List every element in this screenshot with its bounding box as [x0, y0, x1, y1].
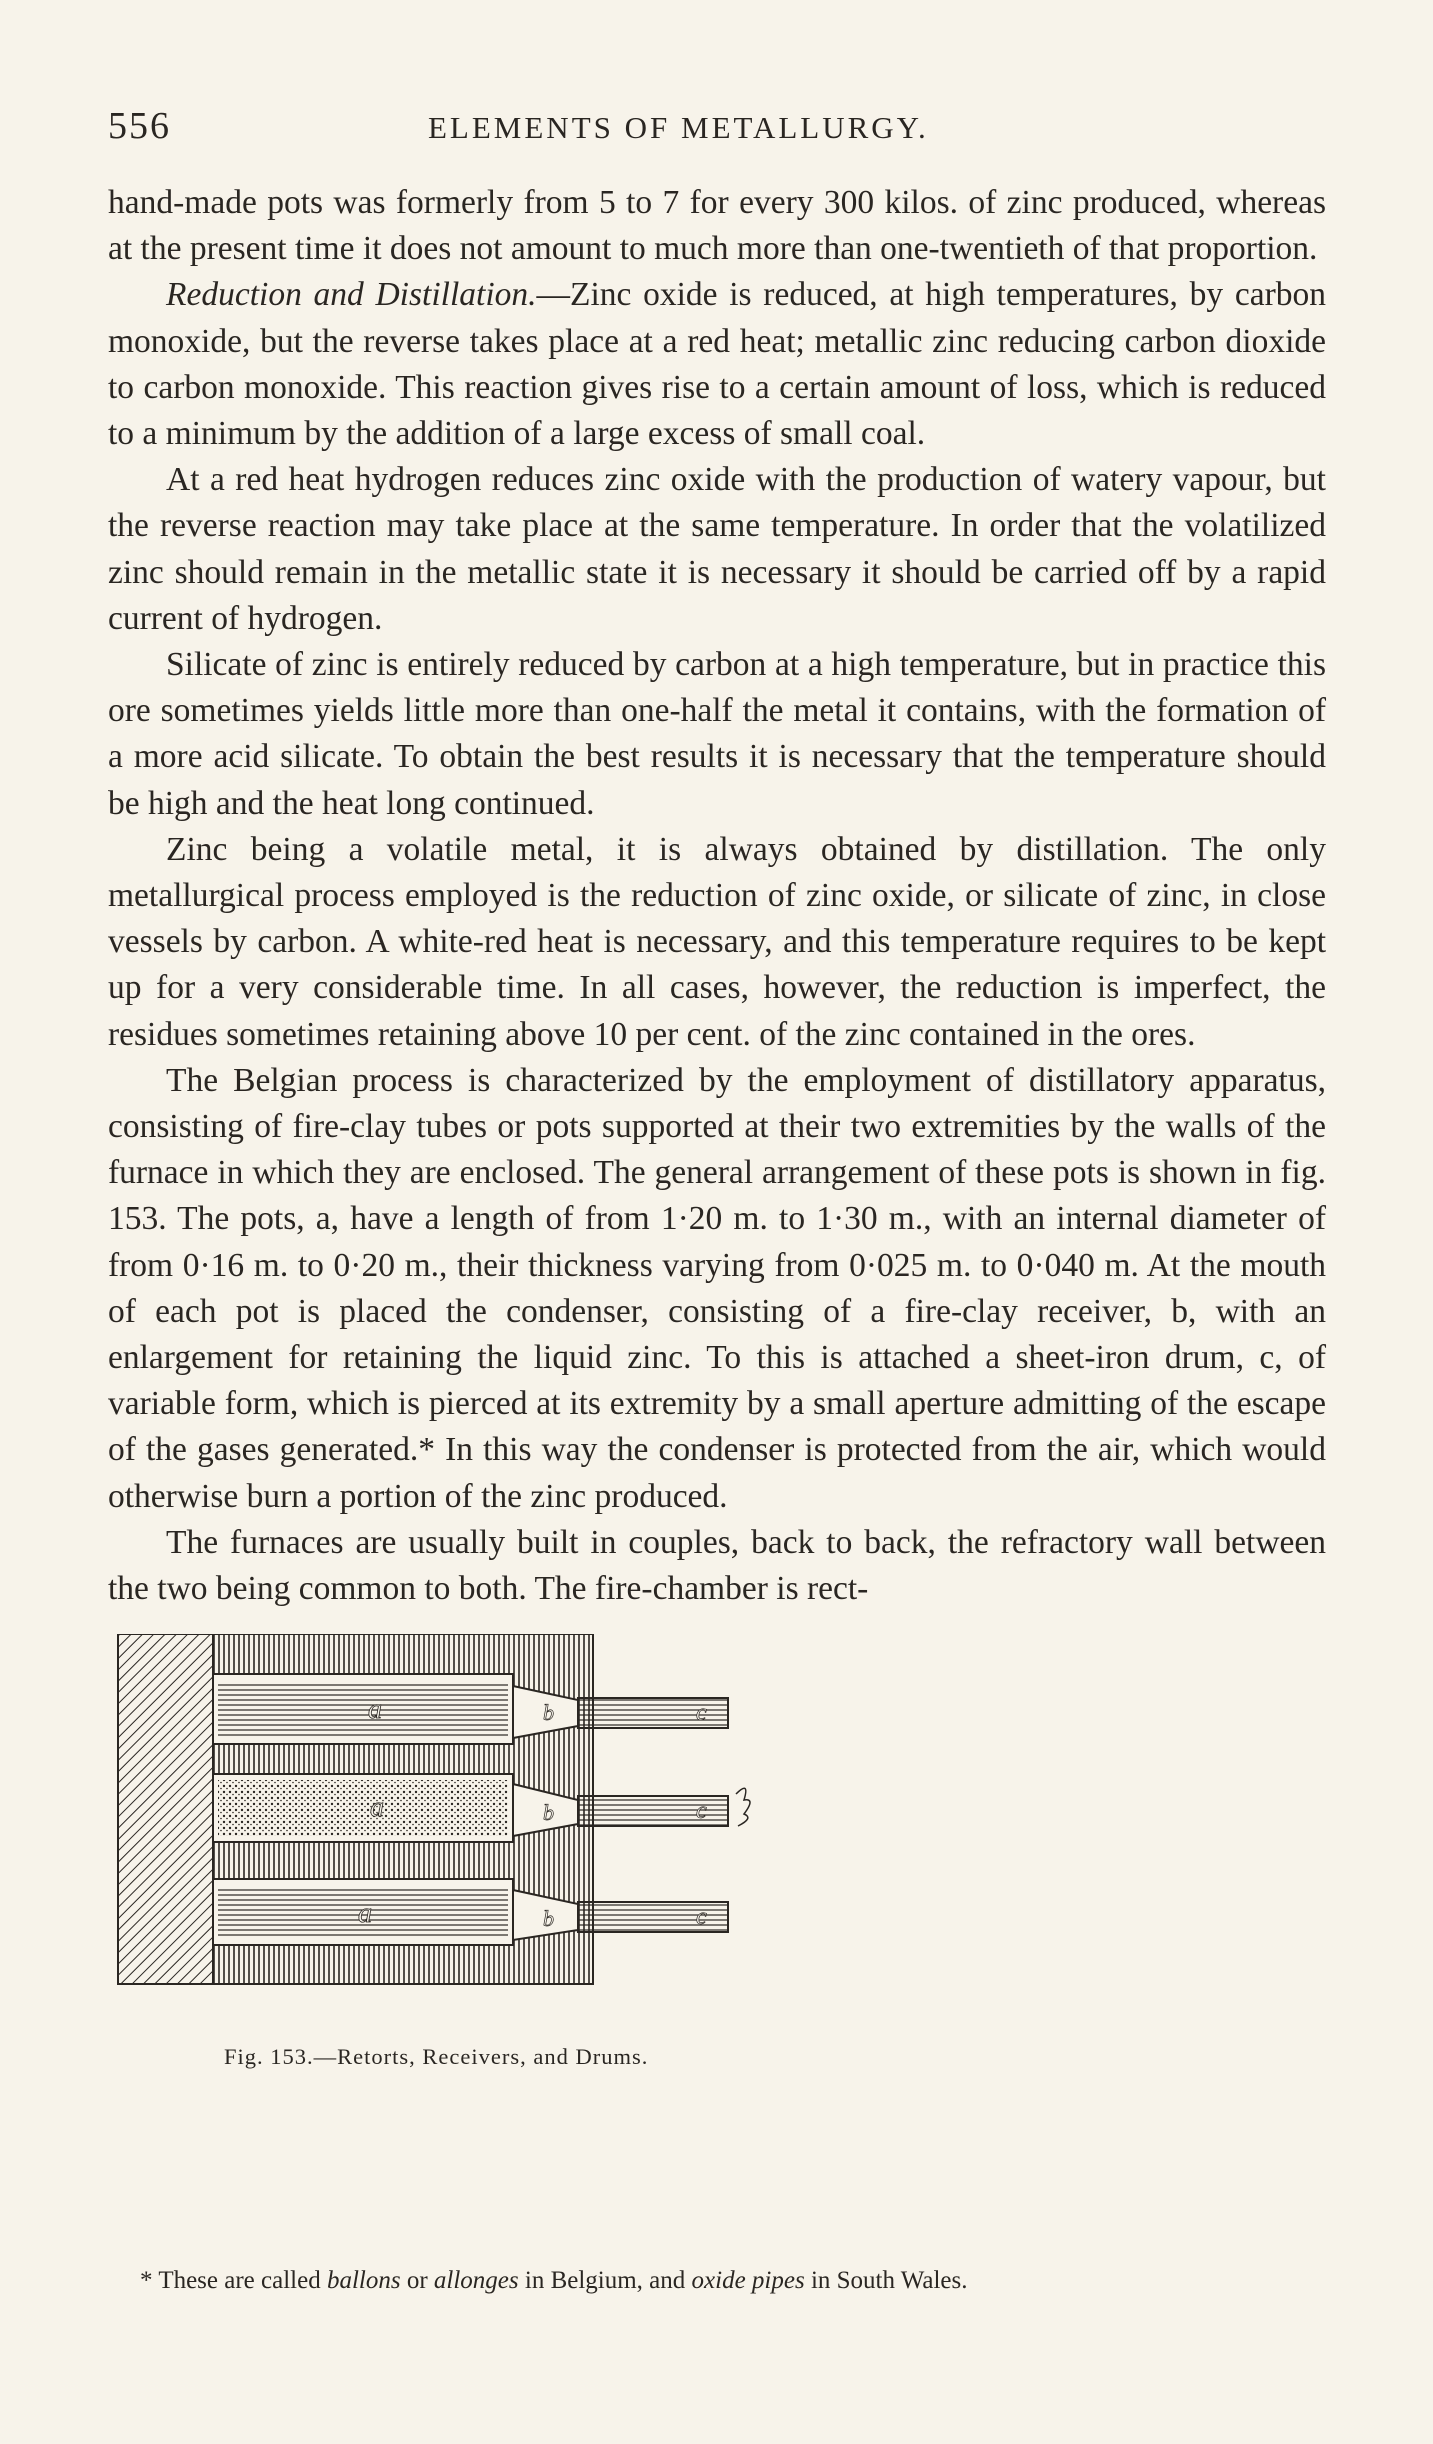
footnote-term-ballons: ballons — [326, 2267, 401, 2294]
label-c-top: c — [696, 1700, 707, 1726]
page-number: 556 — [108, 105, 171, 147]
label-c-middle: c — [696, 1798, 707, 1824]
paragraph-1: hand-made pots was formerly from 5 to 7 for every 300 kilos. of zinc produced, whereas at the present time it does not amount to much more than one-twentieth of that proportion. — [108, 184, 1326, 268]
footnote-text-2: or — [400, 2267, 434, 2294]
label-c-bottom: c — [696, 1904, 707, 1930]
label-b-top: b — [543, 1700, 554, 1725]
paragraph-3: At a red heat hydrogen reduces zinc oxide with the production of watery vapour, but the reverse reaction may take place at the same temperature. In order that the volatilized zinc should remain in the metallic state it is necessary it should be carried off by a rapid current of hydrogen. — [108, 461, 1326, 637]
paragraph-2 — [108, 272, 1326, 457]
label-a-bottom: a — [358, 1898, 372, 1929]
label-b-middle: b — [543, 1800, 554, 1825]
footnote-marker: * — [140, 2267, 153, 2294]
paragraph-4: Silicate of zinc is entirely reduced by carbon at a high temperature, but in practice this ore sometimes yields little more than one-half the metal it contains, with the formation of a more acid silicate. To obtain the best results it is necessary that the temperature should be high and the heat long continued. — [108, 646, 1326, 822]
footnote — [140, 2265, 1330, 2297]
retorts-illustration — [108, 1634, 788, 2094]
paragraph-2-body: —Zinc oxide is reduced, at high temperatures, by carbon monoxide, but the reverse takes place at a red heat; metallic zinc reducing carbon dioxide to carbon monoxide. This reaction gives rise to a certain amount of loss, which is reduced to a minimum by the addition of a large excess of small coal. — [108, 276, 1326, 453]
paragraph-6-text: The Belgian process is characterized by the employment of distillatory apparatus, consisting of fire-clay tubes or pots supported at their two extremities by the walls of the furnace in which they are enclosed. The general arrangement of these pots is shown in fig. 153. The pots, a, have a length of from 1·20 m. to 1·30 m., with an internal diameter of from 0·16 m. to 0·20 m., their thickness varying from 0·025 m. to 0·040 m. At the mouth of each pot is placed the condenser, consisting of a fire-clay receiver, b, with an enlargement for retaining the liquid zinc. To this is attached a sheet-iron drum, c, of variable form, which is pierced at its extremity by a small aperture admitting of the escape of the gases generated.* In this way the condenser is protected from the air, which would otherwise burn a portion of the zinc produced. — [108, 1061, 1326, 1515]
running-header — [108, 104, 1330, 154]
label-a-top: a — [368, 1694, 382, 1725]
section-heading-reduction: Reduction and Distillation. — [166, 276, 537, 314]
figure-caption: Fig. 153.—Retorts, Receivers, and Drums. — [224, 2044, 649, 2069]
escaping-gas — [736, 1788, 750, 1826]
figure-153 — [108, 1634, 768, 2134]
paragraph-7: The furnaces are usually built in couples, back to back, the refractory wall between the two being common to both. The fire-chamber is rect- — [108, 1523, 1326, 1608]
footnote-text-1: These are called — [158, 2267, 327, 2294]
footnote-text-3: in Belgium, and — [518, 2267, 692, 2294]
furnace-wall — [118, 1634, 213, 1984]
label-b-bottom: b — [543, 1906, 554, 1931]
label-a-middle: a — [370, 1792, 384, 1823]
footnote-term-allonges: allonges — [433, 2267, 519, 2294]
footnote-term-oxide-pipes: oxide pipes — [691, 2267, 805, 2294]
paragraph-5: Zinc being a volatile metal, it is always obtained by distillation. The only metallurgical process employed is the reduction of zinc oxide, or silicate of zinc, in close vessels by carbon. A white-red heat is necessary, and this temperature requires to be kept up for a very considerable time. In all cases, however, the reduction is imperfect, the residues sometimes retaining above 10 per cent. of the zinc contained in the ores. — [108, 830, 1326, 1053]
running-title: ELEMENTS OF METALLURGY. — [428, 110, 929, 145]
paragraph-6 — [108, 1058, 1326, 1520]
footnote-text-4: in South Wales. — [804, 2267, 968, 2294]
